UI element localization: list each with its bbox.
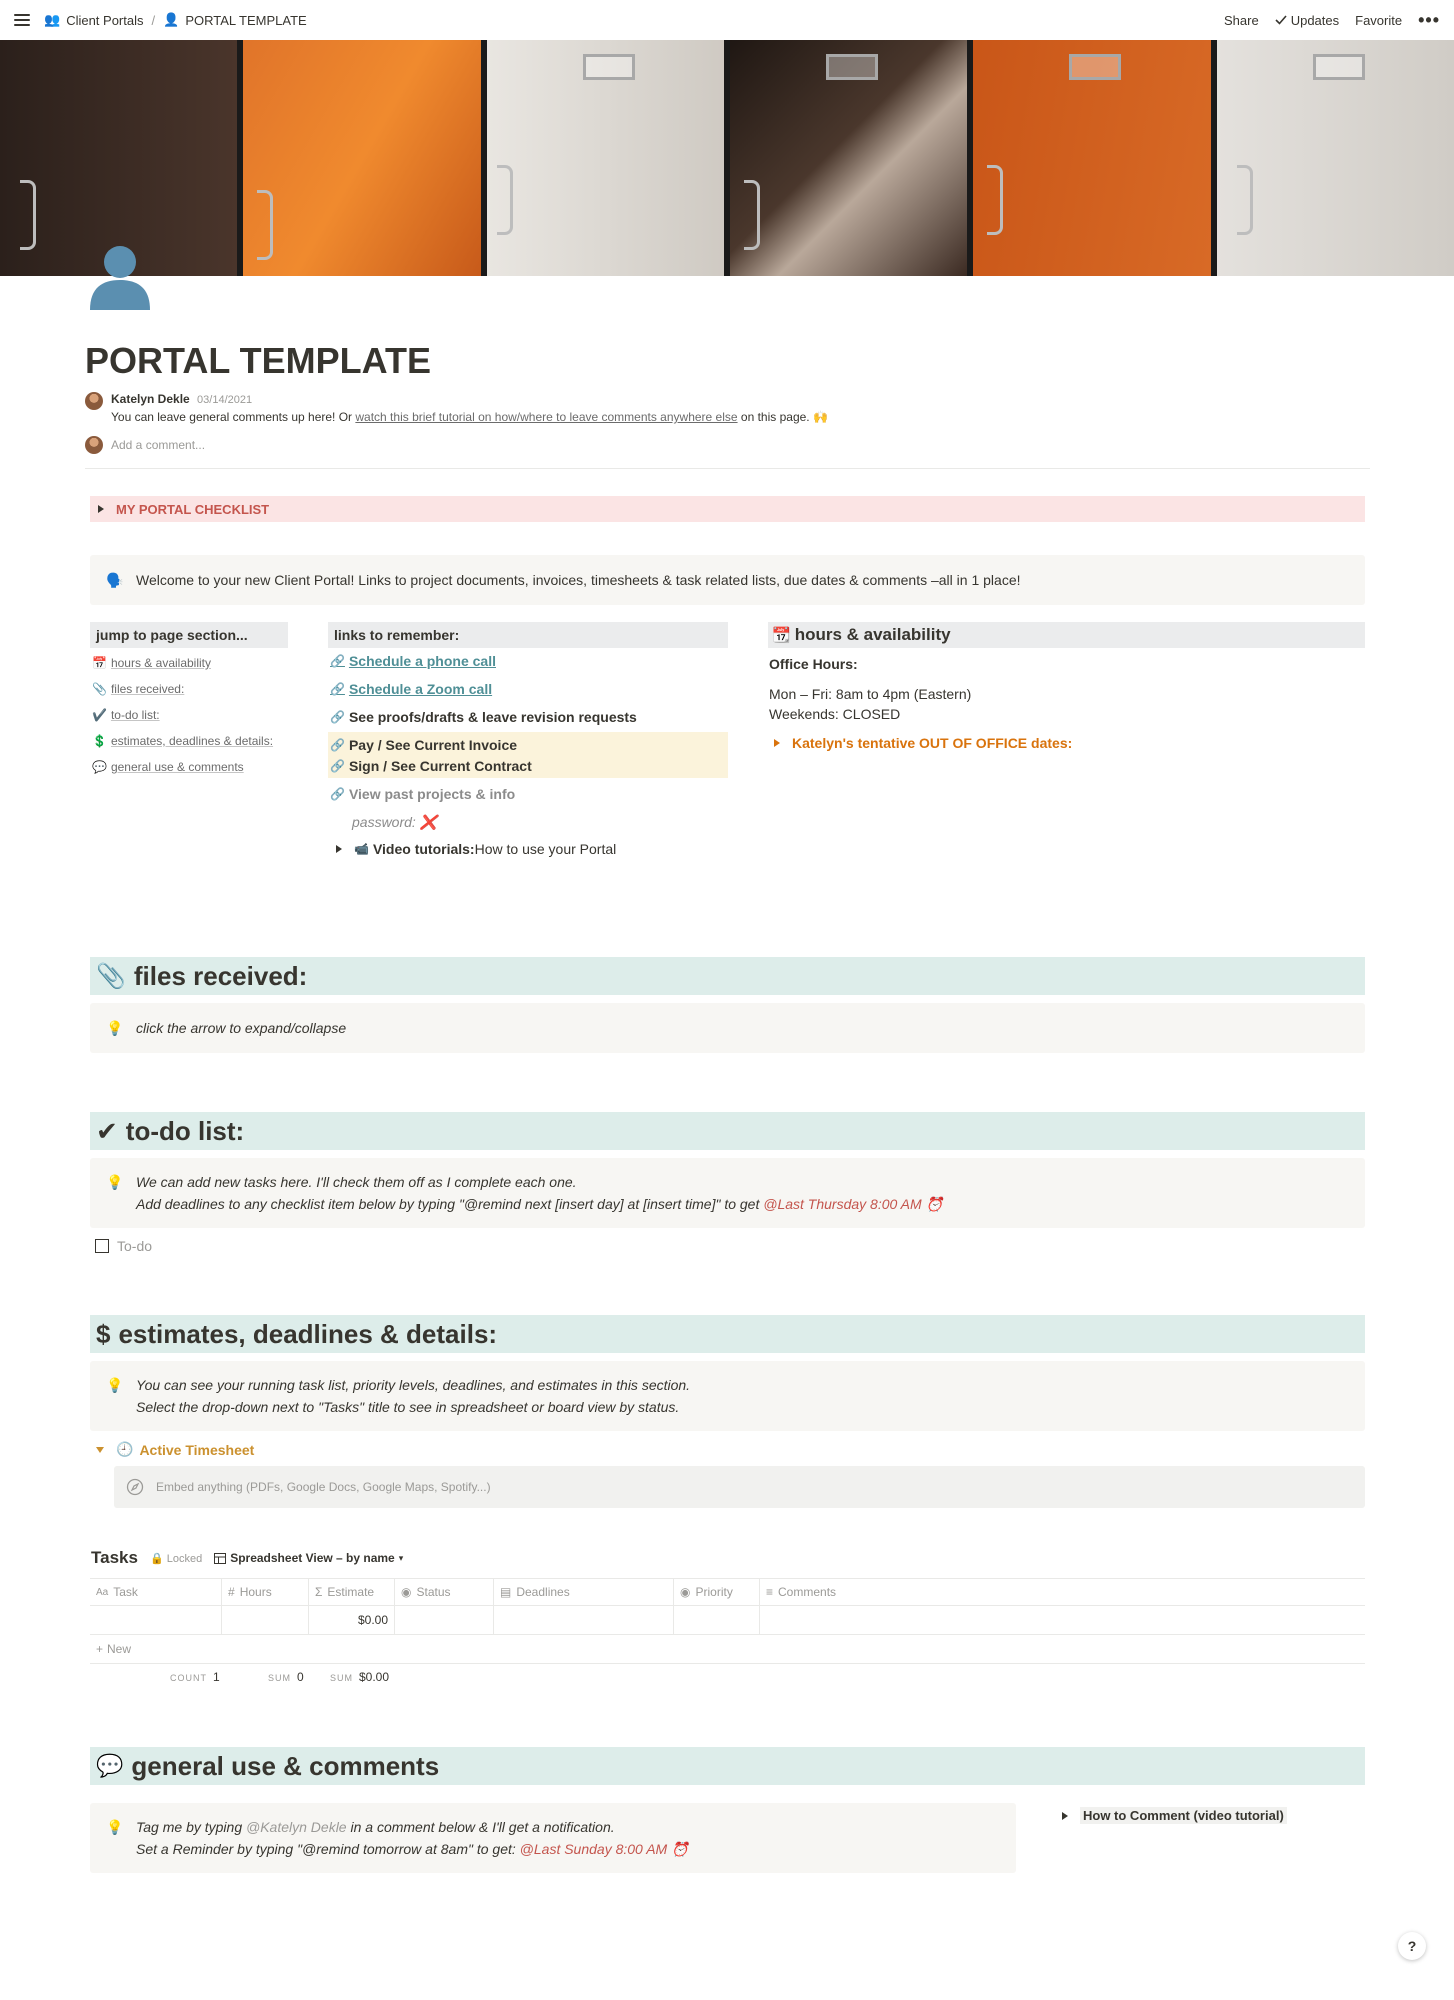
new-row-button[interactable] xyxy=(90,1635,1365,1664)
embed-block[interactable] xyxy=(114,1466,1365,1508)
link-label: Pay / See Current Invoice xyxy=(348,737,518,753)
general-tip-text: Tag me by typing xyxy=(136,1819,246,1835)
link-label: Schedule a phone call xyxy=(348,653,496,669)
comment-body xyxy=(111,410,828,424)
locked-label: Locked xyxy=(166,1552,203,1565)
add-comment-input[interactable] xyxy=(85,436,205,454)
files-tip-text: click the arrow to expand/collapse xyxy=(136,1020,347,1036)
page-person-icon[interactable] xyxy=(82,238,158,314)
dollar-icon: $ xyxy=(96,1318,111,1349)
comment-tutorial-link[interactable]: watch this brief tutorial on how/where to leave comments anywhere else xyxy=(355,410,738,424)
todo-tip-line: Add deadlines to any checklist item below by typing "@remind next [insert day] at [insert time]" to get xyxy=(136,1196,764,1212)
hours-cell[interactable] xyxy=(222,1606,309,1634)
cover-cabinet xyxy=(1217,40,1454,276)
portal-checklist-toggle[interactable] xyxy=(90,496,1365,522)
toggle-arrow-icon[interactable] xyxy=(1062,1812,1068,1820)
hours-heading-label: hours & availability xyxy=(794,625,951,644)
page-title[interactable]: PORTAL TEMPLATE xyxy=(85,340,431,381)
how-to-comment-label: How to Comment (video tutorial) xyxy=(1080,1807,1287,1824)
breadcrumb-current[interactable] xyxy=(163,12,307,28)
weekend-hours: Weekends: CLOSED xyxy=(769,706,901,722)
column-header-hours[interactable] xyxy=(222,1579,309,1605)
link-icon: 🔗 xyxy=(330,710,345,724)
new-row-label: New xyxy=(107,1642,132,1656)
link-label: Sign / See Current Contract xyxy=(348,758,532,774)
select-property-icon: ◉ xyxy=(680,1585,691,1599)
jump-link-label: to-do list: xyxy=(110,708,160,722)
toggle-arrow-icon[interactable] xyxy=(774,739,780,747)
column-header-estimate[interactable] xyxy=(309,1579,395,1605)
user-mention[interactable]: @Katelyn Dekle xyxy=(246,1819,347,1835)
cover-cabinet xyxy=(973,40,1216,276)
tasks-title[interactable]: Tasks xyxy=(91,1548,138,1567)
todo-item-label[interactable]: To-do xyxy=(117,1238,153,1254)
jump-link-label: general use & comments xyxy=(110,760,244,774)
column-header-task[interactable] xyxy=(90,1579,222,1605)
video-icon: 📹 xyxy=(354,842,369,856)
past-projects-link[interactable] xyxy=(330,786,515,802)
jump-link-label: estimates, deadlines & details: xyxy=(110,734,274,748)
jump-link-todo[interactable] xyxy=(92,708,160,722)
hours-heading xyxy=(768,622,1365,648)
avatar xyxy=(85,392,103,410)
estimates-tip-line: You can see your running task list, priority levels, deadlines, and estimates in this section. xyxy=(136,1377,691,1393)
comment-date: 03/14/2021 xyxy=(197,394,253,406)
person-icon: 👤 xyxy=(163,12,180,27)
comment-text: You can leave general comments up here! Or xyxy=(111,410,356,424)
column-header-label: Deadlines xyxy=(516,1585,570,1599)
share-button[interactable]: Share xyxy=(1224,12,1259,28)
video-tutorials-text: How to use your Portal xyxy=(474,841,617,857)
table-row[interactable] xyxy=(90,1606,1365,1635)
welcome-text: Welcome to your new Client Portal! Links to project documents, invoices, timesheets & task related lists, due dates & comments –all in 1 place! xyxy=(136,572,1021,588)
links-heading: links to remember: xyxy=(328,622,728,648)
summary-label: COUNT xyxy=(170,1673,207,1683)
estimates-section-heading xyxy=(90,1315,1365,1353)
jump-link-label: hours & availability xyxy=(110,656,212,670)
lock-icon: 🔒 xyxy=(149,1552,164,1565)
check-mark-icon: ✔️ xyxy=(92,708,107,722)
summary-label: SUM xyxy=(330,1673,353,1683)
page-comment xyxy=(85,392,1370,424)
toggle-arrow-icon[interactable] xyxy=(96,1447,104,1453)
updates-button[interactable] xyxy=(1275,13,1339,28)
password-line xyxy=(352,814,437,831)
todo-section-heading xyxy=(90,1112,1365,1150)
how-to-comment-toggle[interactable] xyxy=(1062,1807,1287,1824)
comments-cell[interactable] xyxy=(760,1606,1365,1634)
todo-heading-label: to-do list: xyxy=(125,1115,245,1146)
contract-link[interactable] xyxy=(330,758,532,774)
cover-cabinet xyxy=(730,40,973,276)
todo-item[interactable] xyxy=(95,1238,152,1254)
reminder-mention[interactable]: @Last Sunday 8:00 AM xyxy=(519,1841,668,1857)
estimates-tip-callout xyxy=(90,1361,1365,1431)
view-selector[interactable] xyxy=(214,1551,403,1565)
summary-value: $0.00 xyxy=(359,1670,390,1684)
table-header-row xyxy=(90,1578,1365,1606)
embed-placeholder: Embed anything (PDFs, Google Docs, Google Maps, Spotify...) xyxy=(156,1480,491,1494)
proofs-link[interactable] xyxy=(330,709,637,725)
avatar xyxy=(85,436,103,454)
breadcrumb-parent[interactable] xyxy=(44,12,144,28)
schedule-phone-link[interactable] xyxy=(330,653,496,669)
reminder-mention[interactable]: @Last Thursday 8:00 AM xyxy=(763,1196,922,1212)
active-timesheet-toggle[interactable] xyxy=(96,1441,254,1458)
hours-sum-summary[interactable] xyxy=(268,1670,304,1684)
breadcrumb-current-label: PORTAL TEMPLATE xyxy=(185,12,307,28)
alarm-clock-icon: ⏰ xyxy=(925,1196,943,1212)
link-label: View past projects & info xyxy=(348,786,516,802)
text-property-icon: Aa xyxy=(96,1586,109,1598)
cover-cabinet xyxy=(487,40,730,276)
calendar-icon: 📅 xyxy=(92,656,107,670)
link-label: Schedule a Zoom call xyxy=(348,681,493,697)
estimate-sum-summary[interactable] xyxy=(330,1670,389,1684)
column-header-label: Status xyxy=(416,1585,451,1599)
column-header-deadlines[interactable] xyxy=(494,1579,674,1605)
general-tip-text: Set a Reminder by typing "@remind tomorrow at 8am" to get: xyxy=(136,1841,520,1857)
favorite-button[interactable]: Favorite xyxy=(1355,12,1403,28)
office-hours-label: Office Hours: xyxy=(769,656,858,672)
todo-tip-callout xyxy=(90,1158,1365,1228)
general-tip-callout xyxy=(90,1803,1016,1873)
column-header-label: Task xyxy=(113,1585,138,1599)
light-bulb-icon: 💡 xyxy=(106,1019,124,1036)
alarm-clock-icon: ⏰ xyxy=(671,1841,689,1857)
link-icon: 🔗 xyxy=(330,759,345,773)
divider xyxy=(85,468,1370,469)
task-cell[interactable] xyxy=(90,1606,222,1634)
estimates-heading-label: estimates, deadlines & details: xyxy=(118,1318,498,1349)
link-icon: 🔗 xyxy=(330,654,345,668)
active-timesheet-label: Active Timesheet xyxy=(139,1441,255,1458)
column-header-comments[interactable] xyxy=(760,1579,1365,1605)
heavy-check-icon: ✔ xyxy=(96,1115,118,1146)
people-icon: 👥 xyxy=(44,12,61,27)
speech-bubble-icon: 💬 xyxy=(96,1753,124,1778)
add-comment-placeholder: Add a comment... xyxy=(111,438,206,452)
link-icon: 🔗 xyxy=(330,738,345,752)
more-options-icon[interactable]: ••• xyxy=(1418,9,1440,30)
checklist-label: MY PORTAL CHECKLIST xyxy=(116,501,270,517)
general-heading-label: general use & comments xyxy=(131,1750,440,1781)
light-bulb-icon: 💡 xyxy=(106,1819,124,1835)
jump-link-files[interactable] xyxy=(92,682,184,696)
table-icon xyxy=(214,1553,226,1564)
out-of-office-toggle[interactable] xyxy=(774,735,1072,751)
locked-indicator[interactable] xyxy=(150,1552,202,1565)
tasks-table xyxy=(90,1578,1365,1664)
todo-tip-line: We can add new tasks here. I'll check them off as I complete each one. xyxy=(136,1174,577,1190)
files-tip-callout xyxy=(90,1003,1365,1053)
formula-icon: Σ xyxy=(315,1585,323,1599)
text-lines-icon: ≡ xyxy=(766,1585,774,1599)
jump-link-general[interactable] xyxy=(92,760,244,774)
jump-link-label: files received: xyxy=(110,682,185,696)
jump-link-hours[interactable] xyxy=(92,656,211,670)
date-property-icon: ▤ xyxy=(500,1585,512,1599)
welcome-callout xyxy=(90,555,1365,605)
light-bulb-icon: 💡 xyxy=(106,1377,124,1393)
speaking-head-icon: 🗣️ xyxy=(106,571,124,588)
column-header-priority[interactable] xyxy=(674,1579,760,1605)
dollar-icon: 💲 xyxy=(92,734,107,748)
link-icon: 🔗 xyxy=(330,682,345,696)
number-property-icon: # xyxy=(228,1585,235,1599)
column-header-label: Priority xyxy=(695,1585,733,1599)
link-label: See proofs/drafts & leave revision requests xyxy=(348,709,637,725)
clock-icon: 🕘 xyxy=(116,1441,134,1457)
general-tip-text: in a comment below & I'll get a notification. xyxy=(346,1819,615,1835)
column-header-status[interactable] xyxy=(395,1579,494,1605)
comment-author: Katelyn Dekle xyxy=(111,392,190,406)
comment-text: on this page. 🙌 xyxy=(737,410,828,424)
help-button[interactable]: ? xyxy=(1398,1932,1426,1960)
light-bulb-icon: 💡 xyxy=(106,1174,124,1190)
summary-label: SUM xyxy=(268,1673,291,1683)
speech-bubble-icon: 💬 xyxy=(92,760,107,774)
invoice-link[interactable] xyxy=(330,737,517,753)
files-section-heading xyxy=(90,957,1365,995)
tasks-header xyxy=(91,1548,403,1568)
schedule-zoom-link[interactable] xyxy=(330,681,492,697)
link-icon: 🔗 xyxy=(330,787,345,801)
calendar-icon: 📆 xyxy=(772,627,791,644)
password-label: password: xyxy=(352,814,416,830)
count-summary[interactable] xyxy=(170,1670,220,1684)
breadcrumb-parent-label: Client Portals xyxy=(66,12,144,28)
chevron-down-icon: ▾ xyxy=(398,1552,404,1563)
column-header-label: Hours xyxy=(239,1585,272,1599)
toggle-arrow-icon[interactable] xyxy=(98,505,104,513)
video-tutorials-toggle[interactable] xyxy=(336,841,616,857)
column-header-label: Estimate xyxy=(327,1585,375,1599)
priority-cell[interactable] xyxy=(674,1606,760,1634)
general-section-heading xyxy=(90,1747,1365,1785)
weekday-hours: Mon – Fri: 8am to 4pm (Eastern) xyxy=(769,686,972,702)
toggle-arrow-icon[interactable] xyxy=(336,845,342,853)
todo-checkbox[interactable] xyxy=(95,1239,109,1253)
top-bar xyxy=(0,0,1454,40)
summary-value: 0 xyxy=(297,1670,304,1684)
cover-image xyxy=(0,40,1454,276)
menu-icon[interactable] xyxy=(14,14,30,26)
cross-mark-icon: ❌ xyxy=(419,814,438,830)
cover-cabinet xyxy=(243,40,486,276)
status-cell[interactable] xyxy=(395,1606,494,1634)
summary-value: 1 xyxy=(213,1670,220,1684)
breadcrumb-separator: / xyxy=(151,12,156,28)
paperclip-icon: 📎 xyxy=(92,682,107,696)
jump-heading: jump to page section... xyxy=(90,622,288,648)
column-header-label: Comments xyxy=(778,1585,837,1599)
video-tutorials-label: Video tutorials: xyxy=(372,841,475,857)
estimate-cell[interactable]: $0.00 xyxy=(309,1606,395,1634)
compass-icon xyxy=(126,1478,144,1496)
jump-link-estimates[interactable] xyxy=(92,734,273,748)
plus-icon: + xyxy=(96,1642,104,1656)
deadlines-cell[interactable] xyxy=(494,1606,674,1634)
select-property-icon: ◉ xyxy=(401,1585,412,1599)
updates-label: Updates xyxy=(1290,12,1340,28)
check-icon xyxy=(1275,15,1287,25)
files-heading-label: files received: xyxy=(133,960,308,991)
view-selector-label: Spreadsheet View – by name xyxy=(230,1551,395,1565)
estimates-tip-line: Select the drop-down next to "Tasks" title to see in spreadsheet or board view by status. xyxy=(136,1399,680,1415)
out-of-office-label: Katelyn's tentative OUT OF OFFICE dates: xyxy=(792,735,1073,751)
paperclip-icon: 📎 xyxy=(96,962,126,990)
